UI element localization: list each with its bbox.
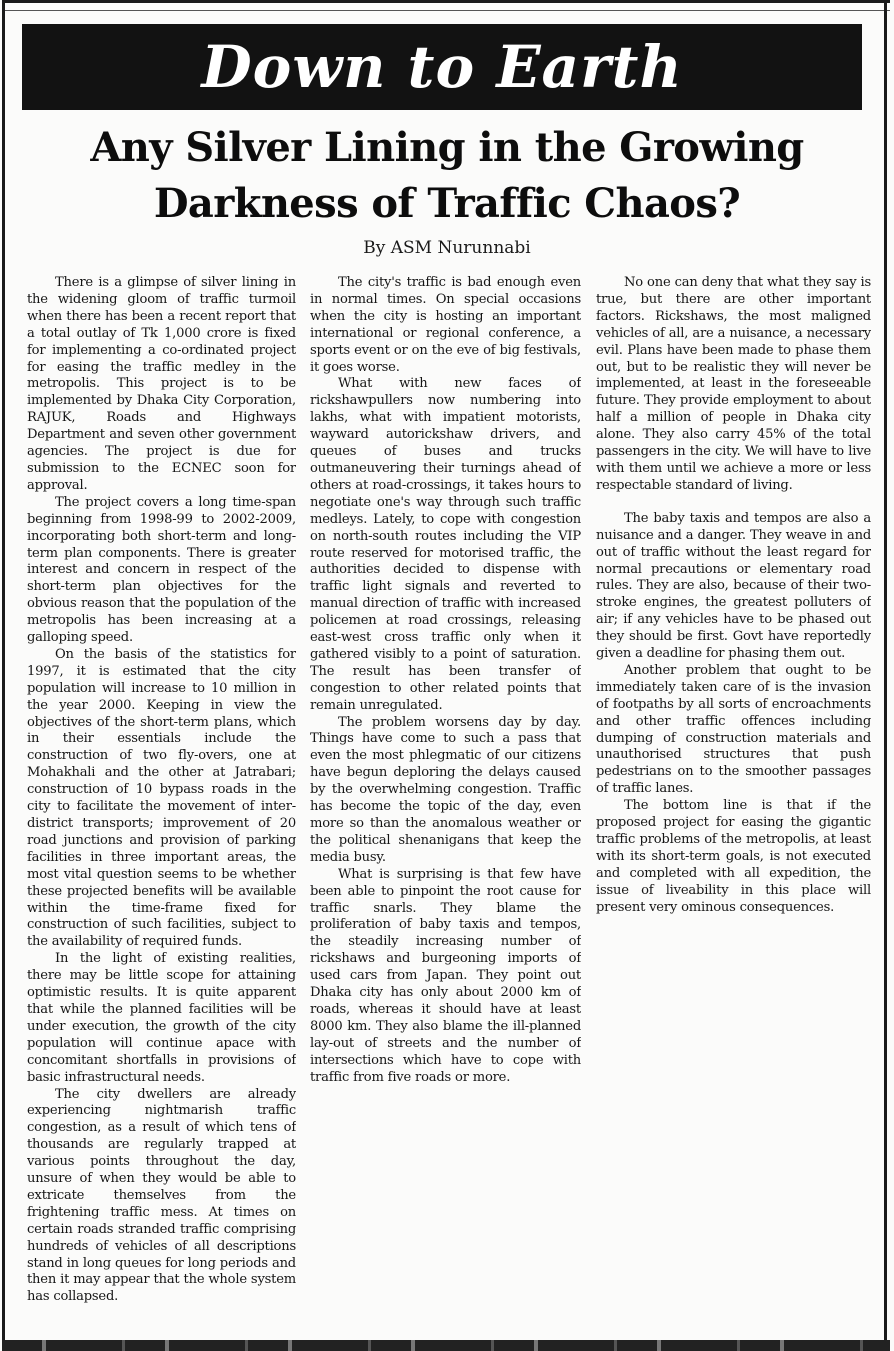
paragraph: The baby taxis and tempos are also a nuisance and a danger. They weave in and out of traffic without the least regard for normal precautions or elementary road rules. They are also, because of their two-stroke engines, the greatest polluters of air; if any vehicles have to be phased out they should be first. Govt have reportedly given a deadline for phasing them out. [596,510,871,662]
section-title: Down to Earth [201,33,683,101]
paragraph: The project covers a long time-span beginning from 1998-99 to 2002-2009, incorporating both short-term and long-term plan components. There is greater interest and concern in respect of the short-term plan objectives for the obvious reason that the population of the metropolis has been increasing at a galloping speed. [27,494,296,646]
article-byline: By ASM Nurunnabi [363,238,531,258]
article-headline [20,120,874,232]
paragraph: The bottom line is that if the proposed project for easing the gigantic traffic problems of the metropolis, at least with its short-term goals, is not executed and completed with all expedition, the issue of liveability in this place will present very ominous consequences. [596,798,871,915]
article-column-2 [310,275,581,1337]
paragraph: What with new faces of rickshawpullers now numbering into lakhs, what with impatient motorists, wayward autorickshaw drivers, and queues of buses and trucks outmaneuvering their turnings ahead of others at road-crossings, it takes hours to negotiate one's way through such traffic medleys. Lately, to cope with congestion on north-south routes including the VIP route reserved for motorised traffic, the authorities decided to dispense with traffic light signals and reverted to manual direction of traffic with increased policemen at road crossings, releasing east-west cross traffic only when it gathered visibly to a point of saturation. The result has been transfer of congestion to other related points that remain unregulated. [310,376,581,713]
top-border-rule [2,0,890,3]
left-border-rule [2,0,5,1351]
paragraph: What is surprising is that few have been able to pinpoint the root cause for traffic snarls. They blame the proliferation of baby taxis and tempos, the steadily increasing number of rickshaws and burgeoning imports of used cars from Japan. They point out Dhaka city has only about 2000 km of roads, whereas it should have at least 8000 km. They also blame the ill-planned lay-out of streets and the number of intersections which have to cope with traffic from five roads or more. [310,866,581,1085]
paragraph: The city's traffic is bad enough even in normal times. On special occasions when the city is hosting an important international or regional conference, a sports event or on the eve of big festivals, it goes worse. [310,275,581,375]
paragraph: The city dwellers are already experiencing nightmarish traffic congestion, as a result of which tens of thousands are regularly trapped at various points throughout the day, unsure of when they would be able to extricate themselves from the frightening traffic mess. At times on certain roads stranded traffic comprising hundreds of vehicles of all descriptions stand in long queues for long periods and then it may appear that the whole system has collapsed. [27,1086,296,1305]
article-column-3 [596,275,871,1337]
article-column-1 [27,275,296,1337]
paragraph: There is a glimpse of silver lining in the widening gloom of traffic turmoil when there has been a recent report that a total outlay of Tk 1,000 crore is fixed for implementing a co-ordinated project for easing the traffic medley in the metropolis. This project is to be implemented by Dhaka City Corporation, RAJUK, Roads and Highways Department and seven other government agencies. The project is due for submission to the ECNEC soon for approval. [27,275,296,493]
headline-line-2: Darkness of Traffic Chaos? [153,180,741,227]
section-banner [22,24,862,110]
paragraph: Another problem that ought to be immediately taken care of is the invasion of footpaths by all sorts of encroachments and other traffic offences including dumping of construction materials and unauthorised structures that push pedestrians on to the smoother passages of traffic lanes. [596,662,871,797]
top-border-thin-rule [2,10,890,11]
paragraph: No one can deny that what they say is true, but there are other important factors. Rickshaws, the most maligned vehicles of all, are a nuisance, a necessary evil. Plans have been made to phase them out, but to be realistic they will never be implemented, at least in the foreseeable future. They provide employment to about half a million of people in Dhaka city alone. They also carry 45% of the total passengers in the city. We will have to live with them until we achieve a more or less respectable standard of living. [596,275,871,493]
right-border-rule [884,0,887,1340]
paragraph: In the light of existing realities, there may be little scope for attaining optimistic results. It is quite apparent that while the planned facilities will be under execution, the growth of the city population will continue apace with concomitant shortfalls in provisions of basic infrastructural needs. [27,951,296,1085]
paragraph: On the basis of the statistics for 1997, it is estimated that the city population will increase to 10 million in the year 2000. Keeping in view the objectives of the short-term plans, which in their essentials include the construction of two fly-overs, one at Mohakhali and the other at Jatrabari; construction of 10 bypass roads in the city to facilitate the movement of inter-district transports; improvement of 20 road junctions and provision of parking facilities in three important areas, the most vital question seems to be whether these projected benefits will be available within the time-frame fixed for construction of such facilities, subject to the availability of required funds. [27,646,296,950]
headline-line-1: Any Silver Lining in the Growing [90,124,804,171]
paragraph: The problem worsens day by day. Things have come to such a pass that even the most phlegmatic of our citizens have begun deploring the delays caused by the overwhelming congestion. Traffic has become the topic of the day, even more so than the anomalous weather or the political shenanigans that keep the media busy. [310,714,581,865]
bottom-border-rule [2,1340,890,1351]
